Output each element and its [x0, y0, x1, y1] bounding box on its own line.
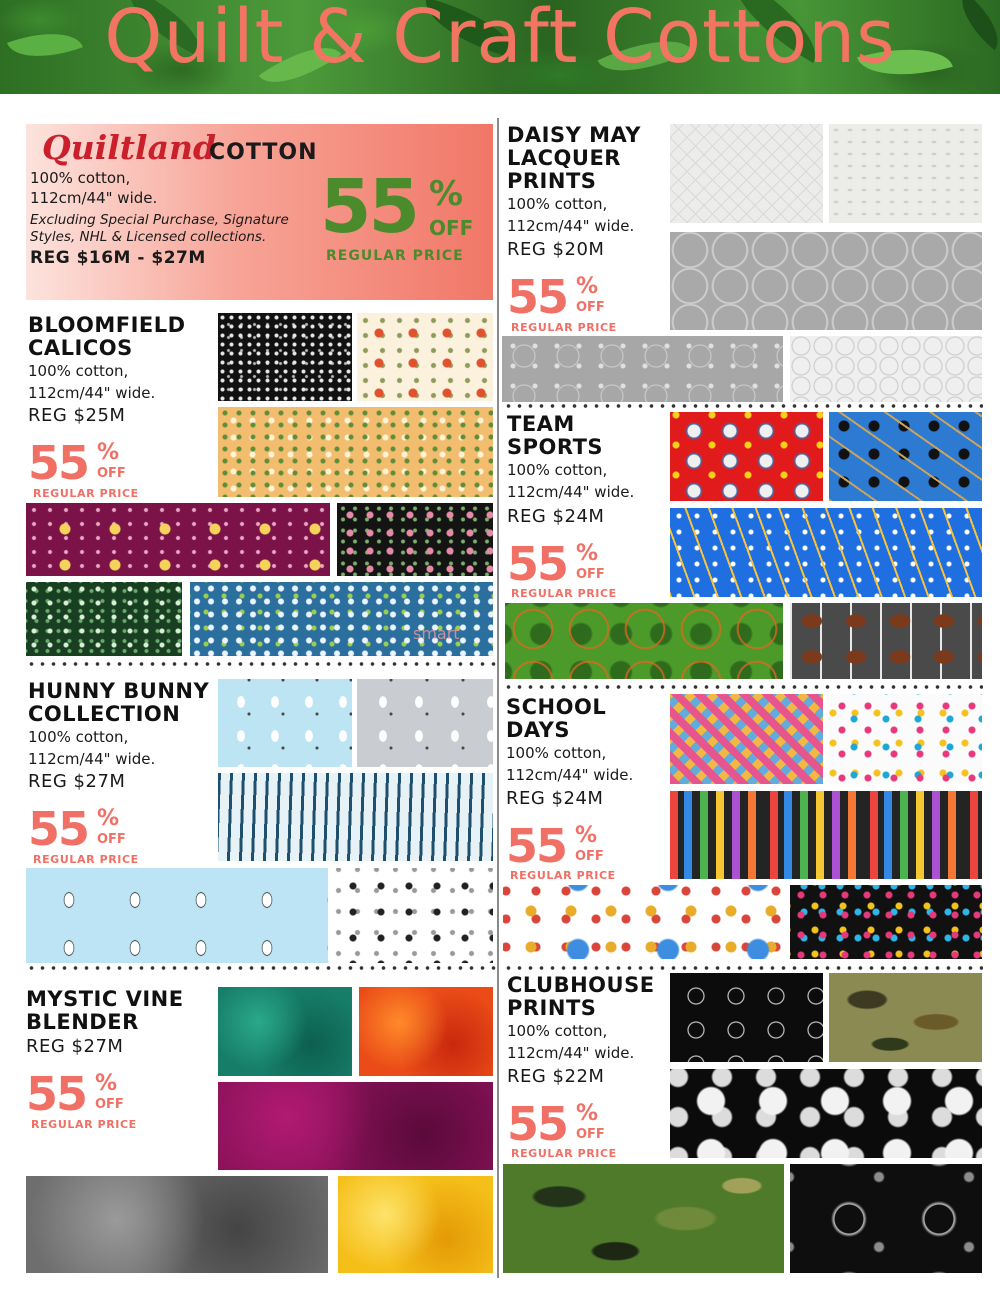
marble-swatch — [218, 1082, 493, 1170]
section-title: DAISY MAY — [507, 123, 641, 147]
section-spec: 100% cotton, — [507, 195, 608, 213]
discount-off: OFF — [575, 849, 604, 864]
discount-label: REGULAR PRICE — [511, 587, 617, 600]
promo-discount-off: OFF — [429, 216, 474, 240]
discount-value: 55 — [26, 1067, 87, 1121]
section-reg-price: REG $27M — [28, 771, 126, 792]
discount-symbol: % — [97, 440, 120, 465]
section-title: MYSTIC VINE — [26, 987, 184, 1011]
plum-floral-swatch — [26, 503, 330, 576]
discount-value: 55 — [28, 802, 89, 856]
discount-value: 55 — [507, 537, 568, 591]
promo-discount-label: REGULAR PRICE — [326, 248, 464, 264]
football-swatch — [790, 603, 982, 679]
lattice-swatch — [670, 124, 823, 223]
section-divider — [503, 966, 983, 970]
section-title: SPORTS — [507, 435, 604, 459]
section-title: TEAM — [507, 412, 575, 436]
discount-label: REGULAR PRICE — [511, 321, 617, 334]
section-title: COLLECTION — [28, 702, 181, 726]
section-spec: 112cm/44" wide. — [28, 384, 156, 402]
section-reg-price: REG $24M — [506, 788, 604, 809]
lattice-swatch — [829, 124, 982, 223]
discount-off: OFF — [576, 300, 605, 315]
discount-value: 55 — [28, 436, 89, 490]
camo-swatch — [503, 1164, 784, 1273]
teal-floral-swatch — [190, 582, 493, 656]
section-divider — [26, 662, 496, 666]
school-supplies-swatch — [503, 885, 784, 959]
bunny-swatch — [26, 868, 328, 963]
discount-symbol: % — [576, 1101, 599, 1126]
sports-swatch — [670, 508, 982, 597]
promo-discount-value: 55 — [320, 164, 417, 250]
section-title: HUNNY BUNNY — [28, 679, 210, 703]
discount-symbol: % — [575, 823, 598, 848]
section-title: PRINTS — [507, 996, 597, 1020]
discount-label: REGULAR PRICE — [33, 487, 139, 500]
promo-exclusion: Styles, NHL & Licensed collections. — [30, 229, 267, 245]
section-divider — [503, 404, 983, 408]
section-reg-price: REG $27M — [26, 1036, 124, 1057]
marble-swatch — [218, 987, 352, 1076]
section-title: BLENDER — [26, 1010, 139, 1034]
promo-reg-price: REG $16M - $27M — [30, 248, 206, 268]
cream-floral-swatch — [357, 313, 493, 401]
discount-value: 55 — [506, 819, 567, 873]
promo-spec: 100% cotton, — [30, 169, 131, 187]
lattice-swatch — [670, 232, 982, 330]
column-divider — [497, 118, 499, 1278]
paw-print-swatch — [334, 868, 493, 963]
discount-off: OFF — [95, 1097, 124, 1112]
discount-symbol: % — [95, 1071, 118, 1096]
black-floral-swatch — [218, 313, 352, 401]
bunny-swatch — [218, 679, 352, 767]
discount-symbol: % — [97, 806, 120, 831]
tan-floral-swatch — [218, 407, 493, 497]
section-spec: 112cm/44" wide. — [506, 766, 634, 784]
discount-off: OFF — [97, 832, 126, 847]
promo-product: COTTON — [209, 140, 318, 165]
section-reg-price: REG $25M — [28, 405, 126, 426]
section-spec: 100% cotton, — [507, 461, 608, 479]
discount-value: 55 — [507, 1097, 568, 1151]
section-title: DAYS — [506, 718, 571, 742]
brand-logo: Quiltland — [42, 128, 217, 167]
section-spec: 100% cotton, — [28, 728, 129, 746]
marble-swatch — [338, 1176, 493, 1273]
marble-swatch — [26, 1176, 328, 1273]
green-floral-swatch — [26, 582, 182, 656]
section-spec: 112cm/44" wide. — [507, 1044, 635, 1062]
bunny-swatch — [357, 679, 493, 767]
discount-off: OFF — [576, 567, 605, 582]
discount-label: REGULAR PRICE — [511, 1147, 617, 1160]
section-spec: 112cm/44" wide. — [28, 750, 156, 768]
section-spec: 100% cotton, — [507, 1022, 608, 1040]
black-rose-swatch — [337, 503, 493, 576]
section-title: LACQUER — [507, 146, 621, 170]
curling-swatch — [670, 412, 823, 501]
skull-swatch — [670, 1069, 982, 1158]
promo-exclusion: Excluding Special Purchase, Signature — [30, 212, 289, 228]
section-spec: 100% cotton, — [28, 362, 129, 380]
section-reg-price: REG $24M — [507, 506, 605, 527]
discount-off: OFF — [97, 466, 126, 481]
school-supplies-swatch — [790, 885, 982, 959]
discount-off: OFF — [576, 1127, 605, 1142]
discount-symbol: % — [576, 541, 599, 566]
section-spec: 112cm/44" wide. — [507, 217, 635, 235]
section-reg-price: REG $20M — [507, 239, 605, 260]
promo-panel — [26, 124, 493, 300]
bicycle-swatch — [670, 973, 823, 1062]
header-banner — [0, 0, 1000, 94]
discount-value: 55 — [507, 270, 568, 324]
section-title: CLUBHOUSE — [507, 973, 655, 997]
discount-label: REGULAR PRICE — [510, 869, 616, 882]
alphabet-swatch — [670, 791, 982, 879]
page-title: Quilt & Craft Cottons — [104, 0, 896, 80]
section-reg-price: REG $22M — [507, 1066, 605, 1087]
hockey-swatch — [829, 412, 982, 501]
lattice-swatch — [502, 336, 783, 402]
zebra-stripe-swatch — [218, 773, 493, 861]
alphabet-swatch — [829, 694, 982, 784]
section-spec: 100% cotton, — [506, 744, 607, 762]
section-divider — [26, 966, 496, 970]
camo-swatch — [829, 973, 982, 1062]
sports-swatch — [505, 603, 783, 679]
section-title: CALICOS — [28, 336, 133, 360]
promo-spec: 112cm/44" wide. — [30, 189, 158, 207]
discount-label: REGULAR PRICE — [33, 853, 139, 866]
lattice-swatch — [790, 336, 982, 402]
section-divider — [503, 685, 983, 689]
watermark: smart — [413, 624, 460, 643]
school-supplies-swatch — [670, 694, 823, 784]
section-spec: 112cm/44" wide. — [507, 483, 635, 501]
discount-label: REGULAR PRICE — [31, 1118, 137, 1131]
section-title: BLOOMFIELD — [28, 313, 186, 337]
motorcycle-swatch — [790, 1164, 982, 1273]
section-title: SCHOOL — [506, 695, 607, 719]
discount-symbol: % — [576, 274, 599, 299]
section-title: PRINTS — [507, 169, 597, 193]
promo-discount-symbol: % — [429, 174, 464, 214]
marble-swatch — [359, 987, 493, 1076]
